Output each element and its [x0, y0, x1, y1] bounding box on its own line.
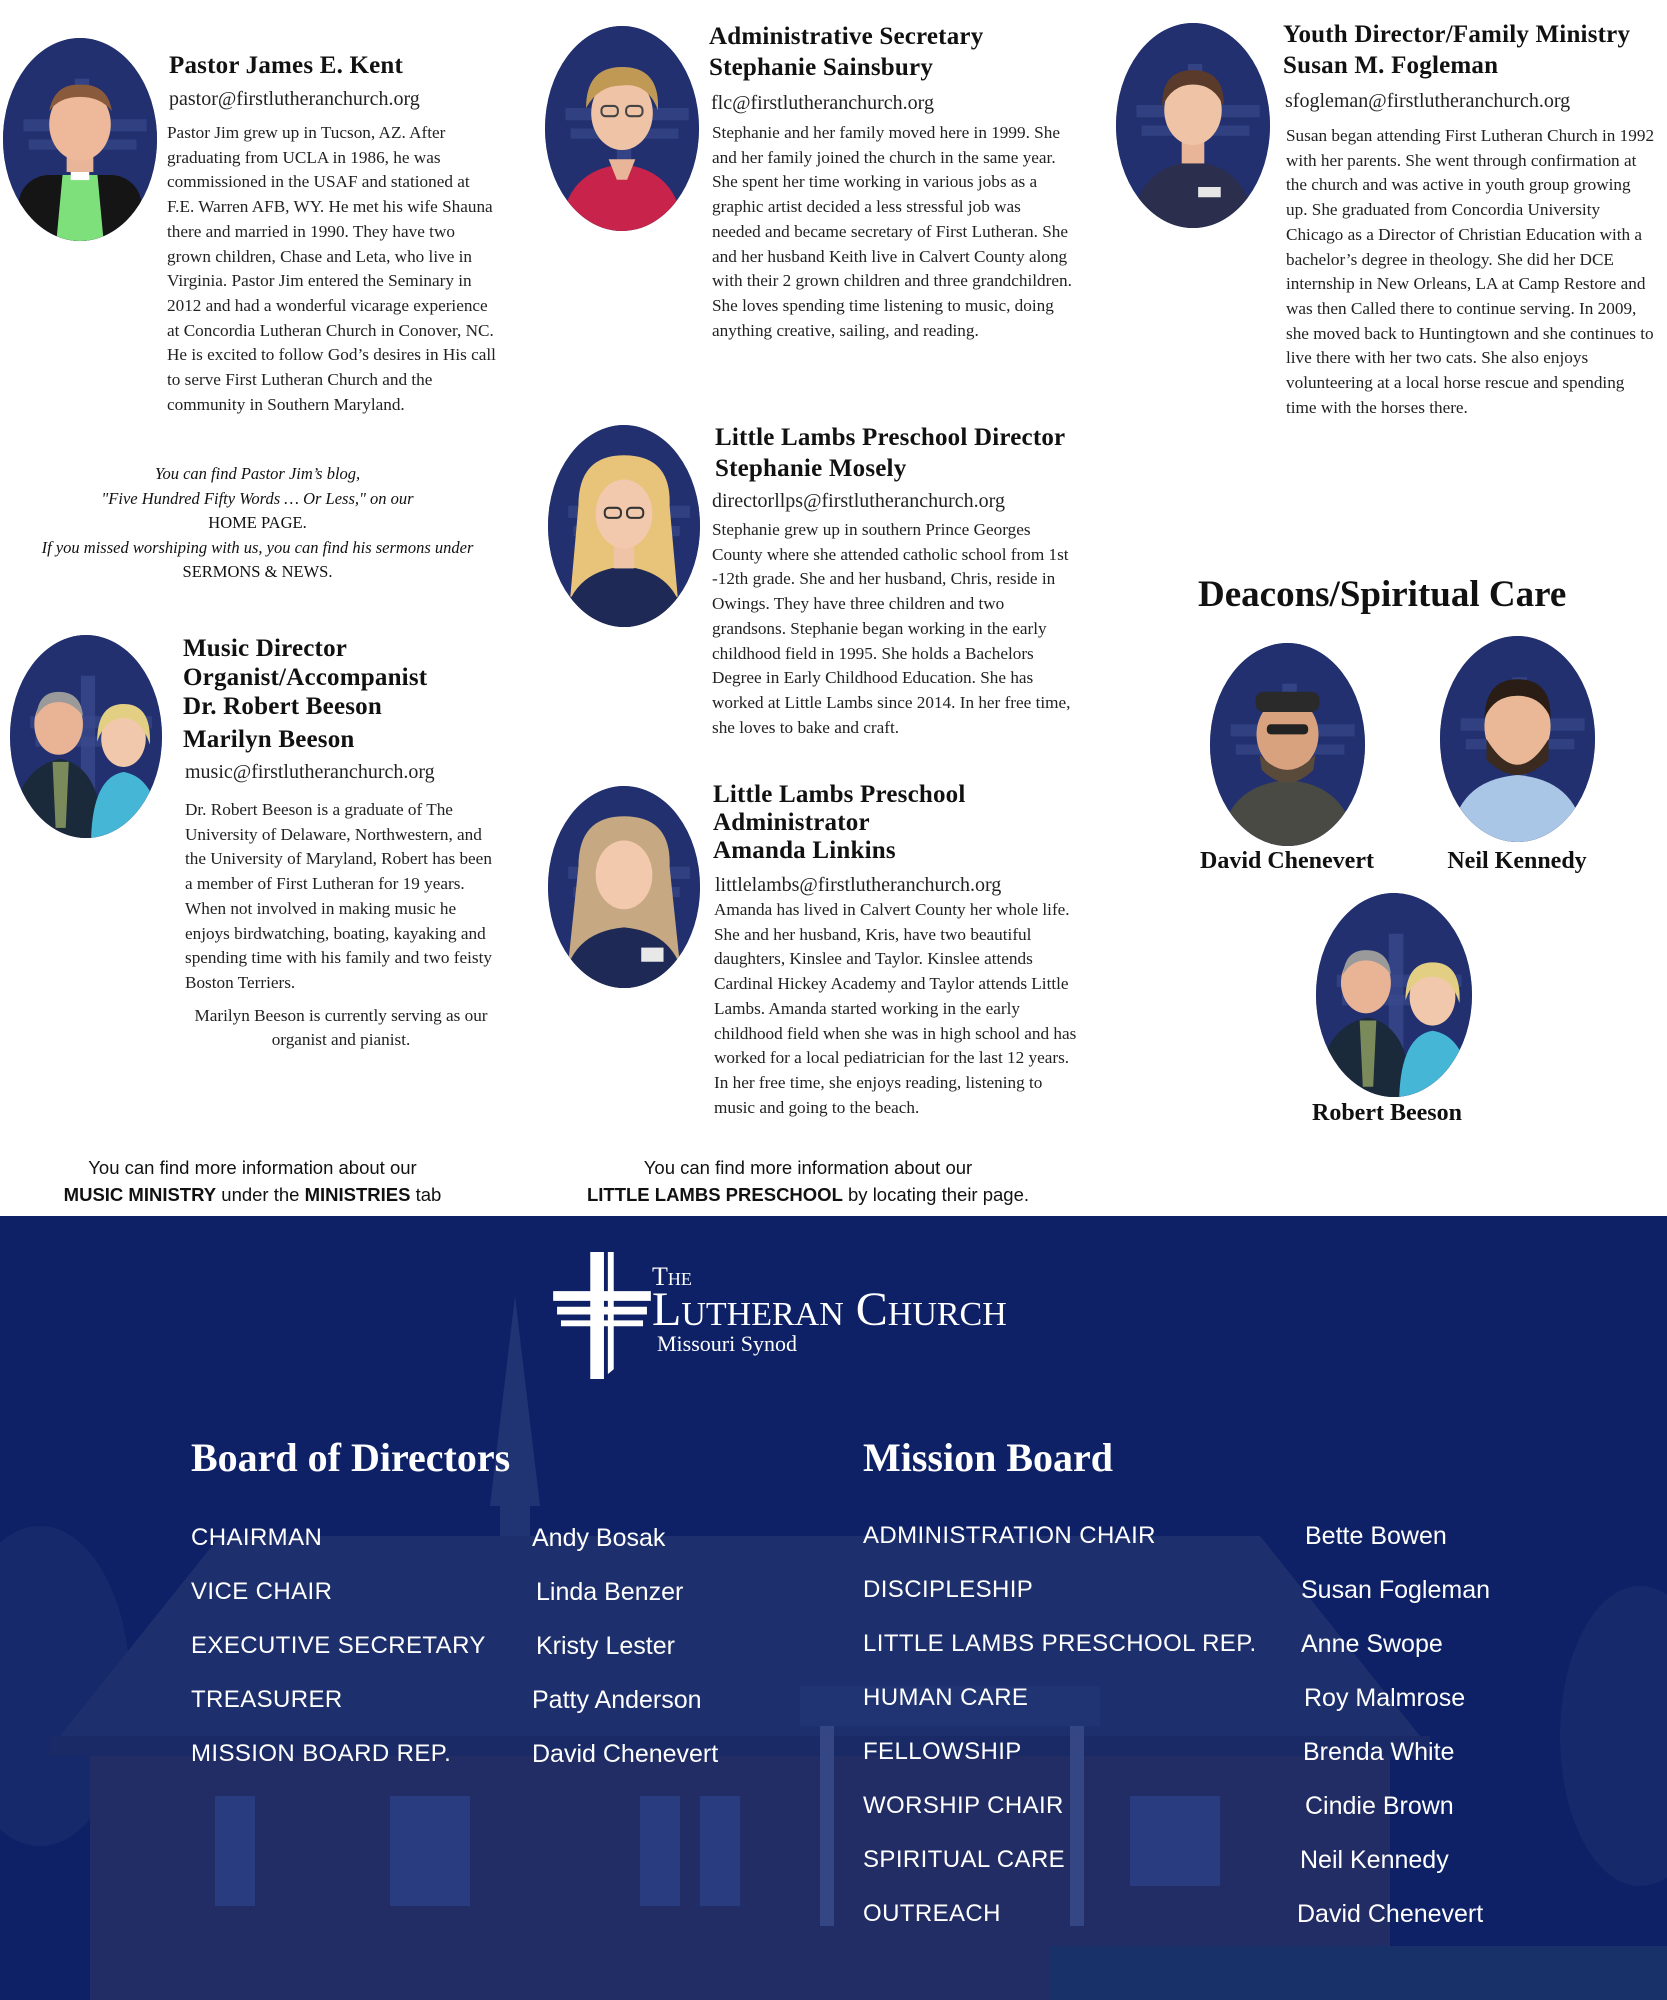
board-person: Andy Bosak [532, 1524, 666, 1552]
pastor-name: Pastor James E. Kent [169, 52, 404, 79]
deacon-name-chenevert: David Chenevert [1200, 848, 1374, 874]
mission-role: LITTLE LAMBS PRESCHOOL REP. [863, 1630, 1257, 1657]
youth-director-bio-paragraph: Susan began attending First Lutheran Church in 1992 with her parents. She went through confirmation at the church and was active in youth group growing up. She graduated from Concordia University Chicago as a Director of Christian Education with a bachelor’s degree in theology. She did her DCE internship in New Orleans, LA at Camp Restore and was then Called there to continue serving. In 2009, she moved back to Huntingtown and she continues to live there with her two cats. She also enjoys volunteering at a local horse rescue and spending time with the horses there. [1286, 126, 1655, 417]
mission-board-heading: Mission Board [863, 1435, 1114, 1480]
preschool-admin-role: Little Lambs Preschool [713, 781, 966, 808]
deacon-name-kennedy: Neil Kennedy [1447, 848, 1587, 874]
logo-name: Lutheran Church [652, 1283, 1007, 1336]
music-note-mid: under the [216, 1184, 305, 1205]
youth-director-name: Susan M. Fogleman [1283, 52, 1499, 79]
board-person: Linda Benzer [536, 1578, 684, 1606]
secretary-bio-paragraph: Stephanie and her family moved here in 1999. She and her family joined the church in the same year. She spent her time working in various jobs as a graphic artist decided a less stressful job was needed and became secretary of First Lutheran. She and her husband Keith live in Calvert County along with their 2 grown children and three grandchildren. She loves spending time listening to music, doing anything creative, sailing, and reading. [712, 123, 1072, 340]
ministries-tab-link[interactable]: MINISTRIES [304, 1184, 411, 1205]
mission-person: Brenda White [1303, 1738, 1455, 1766]
pastor-note-line: If you missed worshiping with us, you can find his sermons under [41, 537, 474, 557]
logo-the: The [652, 1262, 692, 1291]
board-role: TREASURER [191, 1686, 343, 1713]
music-director-portrait [10, 635, 162, 838]
music-director-name: Dr. Robert Beeson [183, 693, 382, 720]
deacons-heading: Deacons/Spiritual Care [1198, 574, 1567, 615]
pastor-bio [167, 121, 497, 417]
youth-director-email[interactable]: sfogleman@firstlutheranchurch.org [1285, 90, 1571, 112]
board-of-directors-heading: Board of Directors [191, 1435, 511, 1480]
preschool-admin-name: Amanda Linkins [713, 837, 896, 864]
preschool-admin-bio-paragraph: Amanda has lived in Calvert County her whole life. She and her husband, Kris, have two beautiful daughters, Kinslee and Taylor. Kinslee attends Cardinal Hickey Academy and Taylor attends Little Lambs. Amanda started working in the early childhood field when she was in high school and has worked for a local pediatrician for the last 12 years. In her free time, she enjoys reading, listening to music and going to the beach. [714, 900, 1077, 1117]
mission-person: David Chenevert [1297, 1900, 1484, 1928]
little-lambs-link[interactable]: LITTLE LAMBS PRESCHOOL [586, 1184, 843, 1205]
preschool-admin-title [713, 781, 966, 865]
music-note-end: tab [410, 1184, 442, 1205]
music-bio-paragraph: Dr. Robert Beeson is a graduate of The University of Delaware, Northwestern, and the University of Maryland, Robert has been a member of First Lutheran for 19 years. When not involved in making music he enjoys birdwatching, boating, kayaking and spending time with his family and two feisty Boston Terriers. [185, 800, 492, 992]
pastor-note [15, 462, 500, 585]
mission-role: OUTREACH [863, 1900, 1001, 1927]
deacon-portrait-chenevert [1210, 643, 1365, 846]
preschool-note [560, 1154, 1056, 1208]
pastor-bio-paragraph: Pastor Jim grew up in Tucson, AZ. After graduating from UCLA in 1986, he was commissioned in the USAF and stationed at F.E. Warren AFB, WY. He met his wife Shauna there and married in 1990. They have two grown children, Chase and Leta, who live in Virginia. Pastor Jim entered the Seminary in 2012 and had a wonderful vicarage experience at Concordia Lutheran Church in Conover, NC. He is excited to follow God’s desires in His call to serve First Lutheran Church and the community in Southern Maryland. [167, 123, 496, 414]
board-role: EXECUTIVE SECRETARY [191, 1632, 486, 1659]
preschool-director-name: Stephanie Mosely [715, 455, 907, 482]
mission-person: Susan Fogleman [1301, 1576, 1491, 1604]
secretary-bio [712, 121, 1072, 343]
preschool-director-title [715, 422, 1065, 484]
mission-person: Roy Malmrose [1304, 1684, 1466, 1712]
board-person: David Chenevert [532, 1740, 719, 1768]
music-note-line: You can find more information about our [88, 1157, 417, 1178]
organist-name: Marilyn Beeson [183, 726, 355, 753]
music-title [183, 634, 427, 754]
preschool-note-line: You can find more information about our [643, 1157, 973, 1178]
pastor-title [169, 50, 403, 81]
pastor-email[interactable]: pastor@firstlutheranchurch.org [169, 88, 420, 110]
board-person: Patty Anderson [532, 1686, 702, 1714]
preschool-admin-bio [714, 898, 1079, 1120]
mission-role: ADMINISTRATION CHAIR [863, 1522, 1156, 1549]
pastor-portrait [3, 38, 157, 241]
lcms-cross-logo-icon [552, 1252, 652, 1379]
mission-role: FELLOWSHIP [863, 1738, 1022, 1765]
youth-director-bio [1286, 124, 1656, 420]
pastor-note-line[interactable]: SERMONS & NEWS. [182, 562, 333, 581]
board-role: VICE CHAIR [191, 1578, 333, 1605]
preschool-director-portrait [548, 425, 700, 627]
pastor-note-line[interactable]: HOME PAGE. [208, 513, 307, 532]
secretary-title [709, 21, 983, 83]
mission-person: Neil Kennedy [1300, 1846, 1449, 1874]
board-role: CHAIRMAN [191, 1524, 323, 1551]
deacon-portrait-kennedy [1440, 636, 1595, 842]
preschool-admin-email[interactable]: littlelambs@firstlutheranchurch.org [715, 874, 1002, 896]
youth-director-title [1283, 19, 1630, 81]
preschool-note-end: by locating their page. [842, 1184, 1030, 1205]
secretary-name: Stephanie Sainsbury [709, 54, 934, 81]
secretary-email[interactable]: flc@firstlutheranchurch.org [711, 92, 934, 114]
preschool-director-email[interactable]: directorllps@firstlutheranchurch.org [712, 490, 1005, 512]
music-ministry-note [20, 1154, 485, 1208]
music-role-2: Organist/Accompanist [183, 664, 428, 691]
mission-person: Bette Bowen [1305, 1522, 1447, 1550]
secretary-portrait [545, 26, 699, 231]
mission-role: HUMAN CARE [863, 1684, 1029, 1711]
preschool-admin-role-2: Administrator [713, 809, 870, 836]
preschool-director-bio-paragraph: Stephanie grew up in southern Prince Georges County where she attended catholic school from 1st -12th grade. She and her husband, Chris, reside in Owings. They have three children and two grandsons. Stephanie began working in the early childhood field in 1995. She holds a Bachelors Degree in Early Childhood Education. She has worked at Little Lambs since 2014. In her free time, she loves to bake and craft. [712, 520, 1071, 737]
music-bio [185, 798, 497, 1053]
boards-section [0, 1216, 1667, 2000]
logo-synod: Missouri Synod [657, 1331, 797, 1356]
pastor-note-line: "Five Hundred Fifty Words … Or Less," on our [101, 488, 414, 508]
music-note-line-2 [20, 1181, 485, 1208]
preschool-director-bio [712, 518, 1074, 740]
deacon-portrait-beeson [1316, 893, 1472, 1097]
pastor-note-line: You can find Pastor Jim’s blog, [154, 464, 361, 483]
preschool-admin-portrait [548, 786, 700, 988]
youth-director-portrait [1116, 23, 1270, 228]
preschool-director-role: Little Lambs Preschool Director [715, 424, 1066, 451]
preschool-note-line-2 [560, 1181, 1056, 1208]
mission-person: Anne Swope [1301, 1630, 1443, 1658]
music-bio-paragraph: Marilyn Beeson is currently serving as our organist and pianist. [194, 1005, 488, 1050]
deacon-name-beeson: Robert Beeson [1312, 1100, 1462, 1126]
mission-role: SPIRITUAL CARE [863, 1846, 1066, 1873]
board-person: Kristy Lester [536, 1632, 675, 1660]
mission-person: Cindie Brown [1305, 1792, 1454, 1820]
music-email[interactable]: music@firstlutheranchurch.org [185, 761, 435, 783]
music-role: Music Director [183, 635, 348, 662]
music-ministry-link[interactable]: MUSIC MINISTRY [63, 1184, 217, 1205]
board-role: MISSION BOARD REP. [191, 1740, 452, 1767]
secretary-role: Administrative Secretary [709, 23, 984, 50]
mission-role: DISCIPLESHIP [863, 1576, 1034, 1603]
mission-role: WORSHIP CHAIR [863, 1792, 1064, 1819]
youth-director-role: Youth Director/Family Ministry [1283, 21, 1631, 48]
